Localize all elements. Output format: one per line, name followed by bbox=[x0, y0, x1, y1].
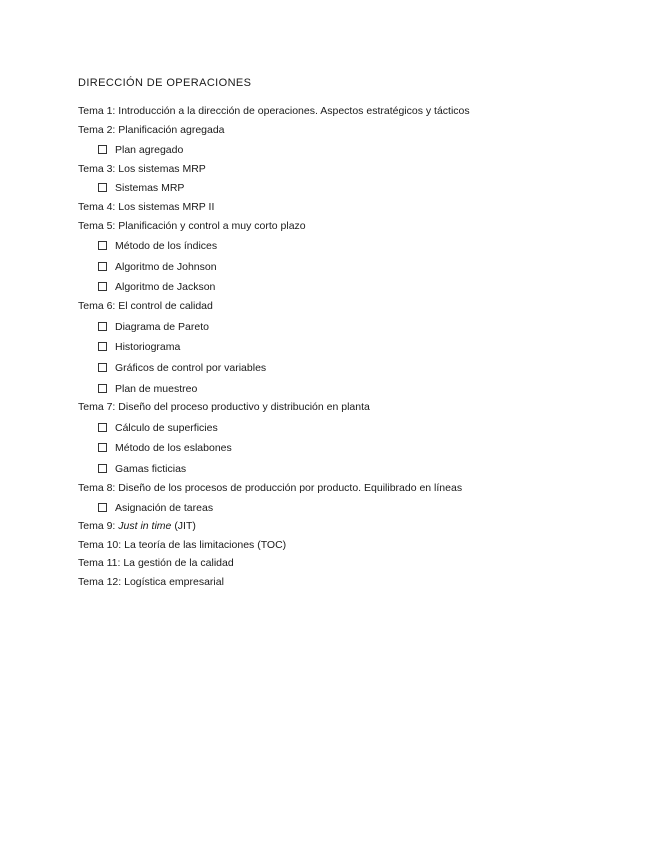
subitem-label: Algoritmo de Johnson bbox=[115, 261, 217, 273]
topic-title: Introducción a la dirección de operaciones. Aspectos estratégicos y tácticos bbox=[118, 105, 470, 117]
topic-title-rest: (JIT) bbox=[174, 520, 196, 532]
checkbox[interactable] bbox=[98, 183, 107, 192]
subitem-calculo-superficies[interactable] bbox=[98, 421, 218, 435]
subitem-historiograma[interactable] bbox=[98, 340, 180, 354]
topic-title: Los sistemas MRP II bbox=[118, 201, 215, 213]
topic-title: Planificación agregada bbox=[118, 124, 225, 136]
checkbox[interactable] bbox=[98, 342, 107, 351]
checkbox[interactable] bbox=[98, 464, 107, 473]
subitem-label: Diagrama de Pareto bbox=[115, 321, 209, 333]
topic-3 bbox=[78, 162, 206, 176]
topic-title: Diseño del proceso productivo y distribución en planta bbox=[118, 401, 370, 413]
topic-prefix: Tema 1: bbox=[78, 105, 116, 117]
subitem-algoritmo-jackson[interactable] bbox=[98, 280, 215, 294]
subitem-label: Sistemas MRP bbox=[115, 182, 185, 194]
subitem-diagrama-pareto[interactable] bbox=[98, 320, 209, 334]
topic-7 bbox=[78, 400, 370, 414]
topic-prefix: Tema 6: bbox=[78, 300, 116, 312]
subitem-plan-agregado[interactable] bbox=[98, 143, 183, 157]
checkbox[interactable] bbox=[98, 423, 107, 432]
subitem-label: Historiograma bbox=[115, 341, 181, 353]
topic-prefix: Tema 3: bbox=[78, 163, 116, 175]
topic-title: Planificación y control a muy corto plazo bbox=[118, 220, 306, 232]
subitem-algoritmo-johnson[interactable] bbox=[98, 260, 217, 274]
topic-4 bbox=[78, 200, 214, 214]
topic-title: La teoría de las limitaciones (TOC) bbox=[124, 539, 287, 551]
subitem-sistemas-mrp[interactable] bbox=[98, 181, 184, 195]
topic-prefix: Tema 12: bbox=[78, 576, 122, 588]
subitem-metodo-indices[interactable] bbox=[98, 239, 217, 253]
topic-title: El control de calidad bbox=[118, 300, 213, 312]
topic-prefix: Tema 8: bbox=[78, 482, 116, 494]
topic-title: Logística empresarial bbox=[124, 576, 224, 588]
checkbox[interactable] bbox=[98, 384, 107, 393]
topic-2 bbox=[78, 123, 225, 137]
subitem-metodo-eslabones[interactable] bbox=[98, 441, 232, 455]
subitem-plan-muestreo[interactable] bbox=[98, 382, 197, 396]
subitem-gamas-ficticias[interactable] bbox=[98, 462, 186, 476]
subitem-label: Asignación de tareas bbox=[115, 502, 214, 514]
checkbox[interactable] bbox=[98, 443, 107, 452]
topic-5 bbox=[78, 219, 306, 233]
topic-11 bbox=[78, 556, 234, 570]
checkbox[interactable] bbox=[98, 363, 107, 372]
topic-prefix: Tema 9: bbox=[78, 520, 116, 532]
topic-12 bbox=[78, 575, 224, 589]
subitem-label: Plan agregado bbox=[115, 144, 184, 156]
topic-10 bbox=[78, 538, 286, 552]
subitem-label: Algoritmo de Jackson bbox=[115, 281, 216, 293]
topic-prefix: Tema 10: bbox=[78, 539, 122, 551]
document-title: DIRECCIÓN DE OPERACIONES bbox=[78, 77, 252, 89]
topic-title: Los sistemas MRP bbox=[118, 163, 206, 175]
topic-title-italic: Just in time bbox=[118, 520, 172, 532]
subitem-graficos-control[interactable] bbox=[98, 361, 266, 375]
subitem-label: Plan de muestreo bbox=[115, 383, 198, 395]
checkbox[interactable] bbox=[98, 262, 107, 271]
topic-prefix: Tema 4: bbox=[78, 201, 116, 213]
subitem-label: Método de los eslabones bbox=[115, 442, 232, 454]
checkbox[interactable] bbox=[98, 241, 107, 250]
topic-9 bbox=[78, 519, 196, 533]
subitem-label: Método de los índices bbox=[115, 240, 218, 252]
subitem-label: Gráficos de control por variables bbox=[115, 362, 267, 374]
topic-prefix: Tema 5: bbox=[78, 220, 116, 232]
topic-prefix: Tema 2: bbox=[78, 124, 116, 136]
topic-title: Diseño de los procesos de producción por producto. Equilibrado en líneas bbox=[118, 482, 463, 494]
subitem-label: Gamas ficticias bbox=[115, 463, 187, 475]
checkbox[interactable] bbox=[98, 503, 107, 512]
topic-6 bbox=[78, 299, 213, 313]
subitem-label: Cálculo de superficies bbox=[115, 422, 218, 434]
checkbox[interactable] bbox=[98, 145, 107, 154]
checkbox[interactable] bbox=[98, 282, 107, 291]
topic-prefix: Tema 11: bbox=[78, 557, 121, 569]
topic-title: La gestión de la calidad bbox=[123, 557, 234, 569]
checkbox[interactable] bbox=[98, 322, 107, 331]
topic-prefix: Tema 7: bbox=[78, 401, 116, 413]
subitem-asignacion-tareas[interactable] bbox=[98, 501, 213, 515]
topic-8 bbox=[78, 481, 462, 495]
topic-1 bbox=[78, 104, 470, 118]
